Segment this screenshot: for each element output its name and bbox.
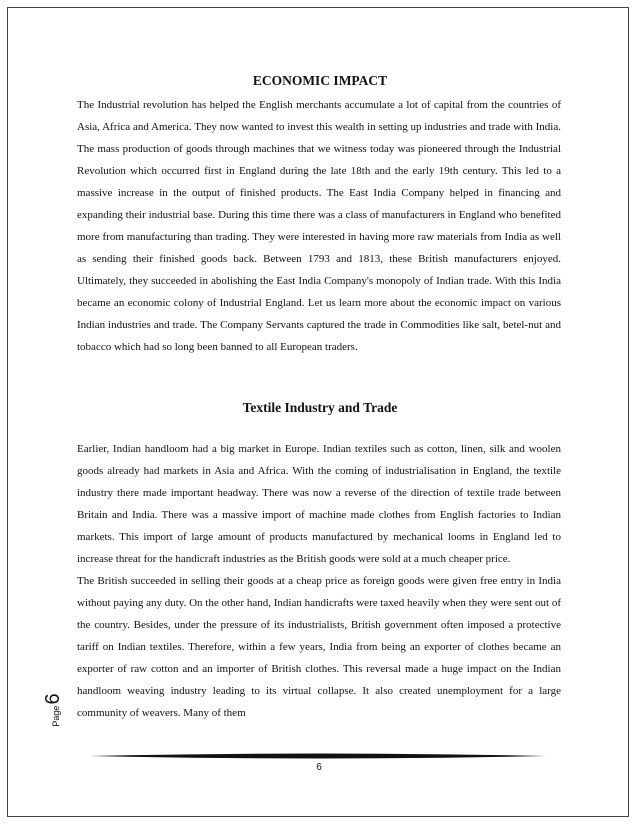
page-word: Page <box>51 705 61 727</box>
section-heading-economic-impact: ECONOMIC IMPACT <box>252 73 388 88</box>
section-body-textile-industry <box>77 438 561 724</box>
side-page-label <box>23 685 63 735</box>
paragraph: The British succeeded in selling their goods at a cheap price as foreign goods were given free entry in India without paying any duty. On the other hand, Indian handicrafts were taxed heavily when they were sent out of the country. Besides, under the pressure of its industrialists, British government often imposed a protective tariff on Indian textiles. Therefore, within a few years, India from being an exporter of clothes became an exporter of raw cotton and an importer of British clothes. This reversal made a huge impact on the Indian handloom weaving industry leading to its virtual collapse. It also created unemployment for a large community of weavers. Many of them <box>77 575 561 719</box>
paragraph: The Industrial revolution has helped the English merchants accumulate a lot of capital from the countries of Asia, Africa and America. They now wanted to invest this wealth in setting up industries and trade with India. The mass production of goods through machines that we witness today was pioneered through the Industrial Revolution which occurred first in England during the late 18th and the early 19th century. This led to a massive increase in the output of finished products. The East India Company helped in financing and expanding their industrial base. During this time there was a class of manufacturers in England who benefited more from manufacturing than trading. They were interested in having more raw materials from India as well as sending their finished goods back. Between 1793 and 1813, these British manufacturers enjoyed. Ultimately, they succeeded in abolishing the East India Company's monopoly of Indian trade. With this India became an economic colony of Industrial England. Let us learn more about the economic impact on various Indian industries and trade. The Company Servants captured the trade in Commodities like salt, betel-nut and tobacco which had so long been banned to all European traders. <box>77 99 561 353</box>
side-page-number: 6 <box>42 693 64 705</box>
section-body-economic-impact <box>77 94 561 358</box>
footer-divider-swoosh <box>90 752 546 760</box>
section-heading-textile-industry: Textile Industry and Trade <box>242 400 398 415</box>
footer-page-number: 6 <box>316 762 322 773</box>
paragraph: Earlier, Indian handloom had a big market in Europe. Indian textiles such as cotton, linen, silk and woolen goods already had markets in Asia and Africa. With the coming of industrialisation in England, the textile industry there made important headway. There was now a reverse of the direction of textile trade between Britain and India. There was a massive import of machine made clothes from English factories to Indian markets. This import of large amount of products manufactured by mechanical looms in England led to increase threat for the handicraft industries as the British goods were sold at a much cheaper price. <box>77 443 561 565</box>
